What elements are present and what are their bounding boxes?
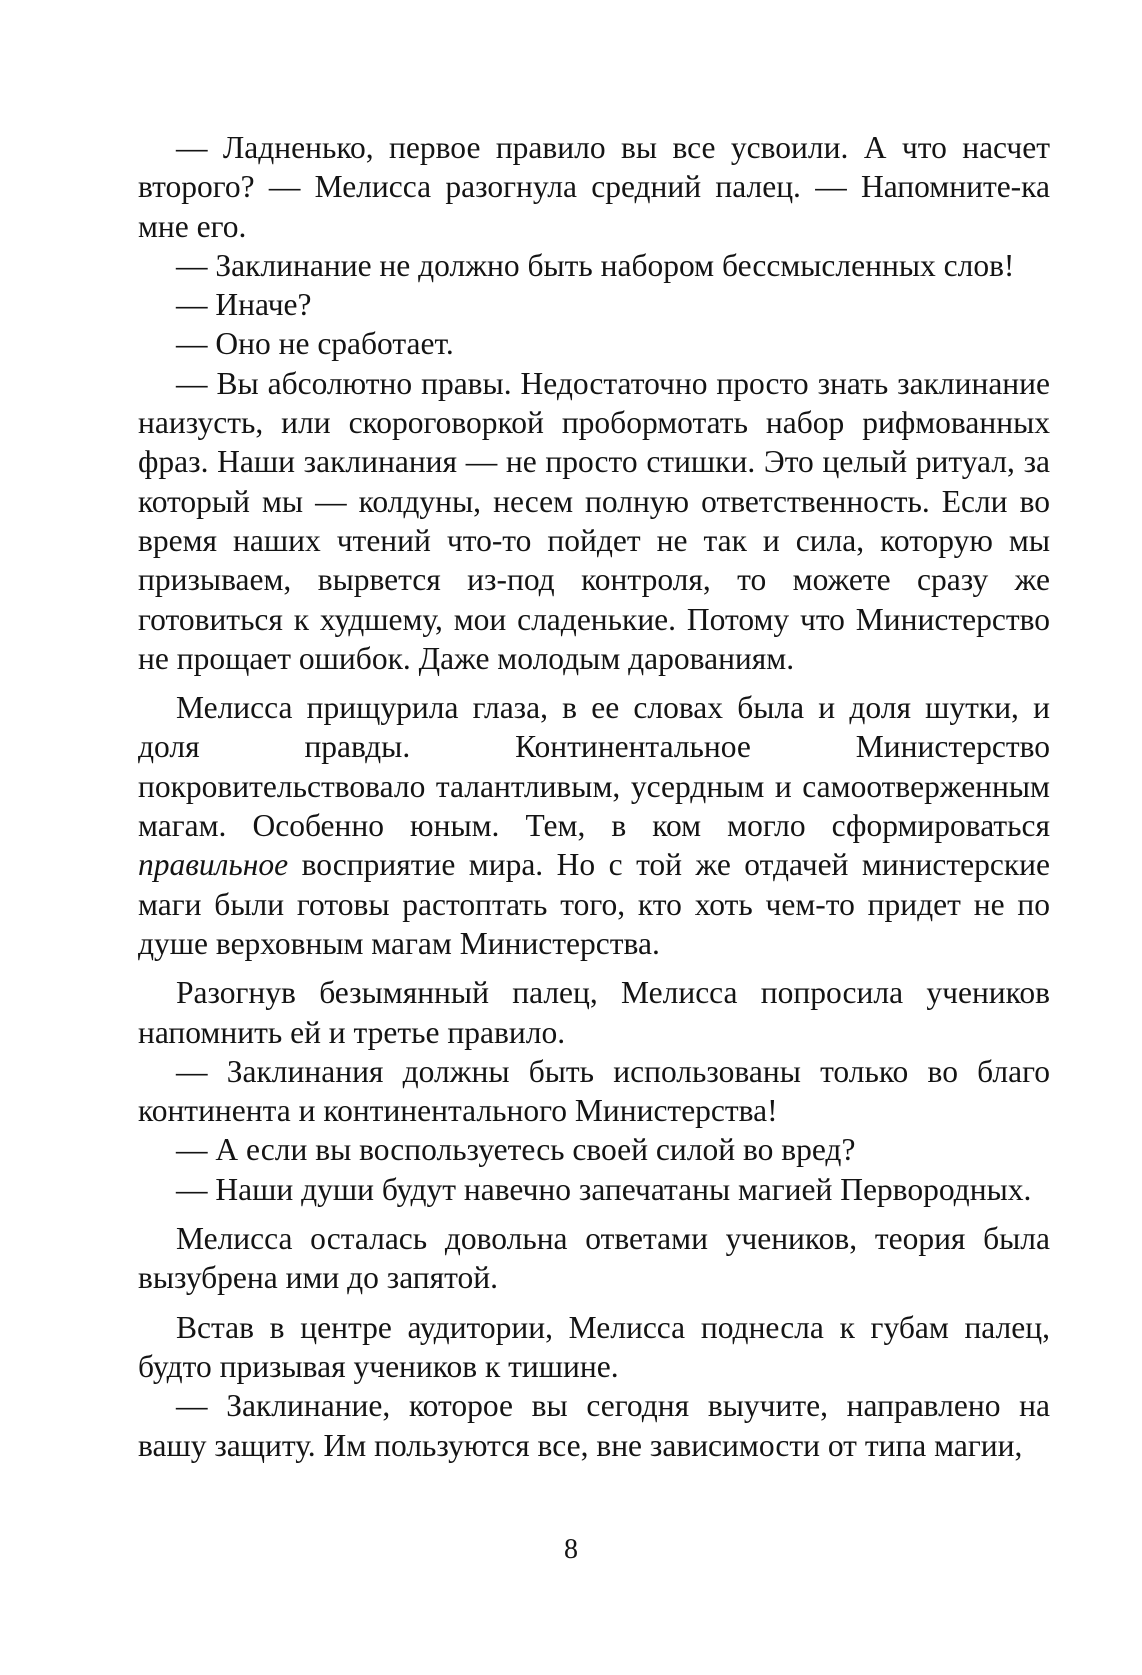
paragraph: Встав в центре аудитории, Мелисса поднесла к губам палец, будто призывая учеников к тишине.: [138, 1309, 1050, 1384]
paragraph-text: Мелисса прищурила глаза, в ее словах была и доля шутки, и доля правды. Континентальное Министерство покровительствовало талантливым, усердным и самоотверженным магам. Особенно юным. Тем, в ком могло сформироваться: [138, 690, 1050, 844]
page-number: 8: [564, 1534, 578, 1565]
paragraph: — Наши души будут навечно запечатаны магией Первородных.: [176, 1171, 1032, 1207]
paragraph: [138, 688, 1050, 963]
paragraph: — А если вы воспользуетесь своей силой во вред?: [176, 1132, 856, 1168]
paragraph-text: восприятие мира. Но с той же отдачей министерские маги были готовы растоптать того, кто хоть чем-то придет не по душе верховным магам Министерства.: [138, 847, 1050, 961]
emphasized-word: правильное: [138, 847, 289, 883]
paragraph: — Заклинание не должно быть набором бессмысленных слов!: [176, 247, 1015, 283]
paragraph: — Иначе?: [176, 287, 312, 323]
page-body: [138, 128, 1050, 1465]
paragraph: Разогнув безымянный палец, Мелисса попросила учеников напомнить ей и третье правило.: [138, 975, 1050, 1050]
paragraph: — Заклинание, которое вы сегодня выучите, направлено на вашу защиту. Им пользуются все, вне зависимости от типа магии,: [138, 1388, 1050, 1463]
paragraph: — Вы абсолютно правы. Недостаточно просто знать заклинание наизусть, или скороговоркой пробормотать набор рифмованных фраз. Наши заклинания — не просто стишки. Это целый ритуал, за который мы — колдуны, несем полную ответственность. Если во время наших чтений что-то пойдет не так и сила, которую мы призываем, вырвется из-под контроля, то можете сразу же готовиться к худшему, мои сладенькие. Потому что Министерство не прощает ошибок. Даже молодым дарованиям.: [138, 365, 1050, 676]
paragraph: Мелисса осталась довольна ответами учеников, теория была вызубрена ими до запятой.: [138, 1221, 1050, 1296]
paragraph: — Заклинания должны быть использованы только во благо континента и континентального Министерства!: [138, 1053, 1050, 1129]
paragraph: — Ладненько, первое правило вы все усвоили. А что насчет второго? — Мелисса разогнула средний палец. — Напомните-ка мне его.: [138, 130, 1050, 244]
paragraph: — Оно не сработает.: [176, 326, 454, 362]
